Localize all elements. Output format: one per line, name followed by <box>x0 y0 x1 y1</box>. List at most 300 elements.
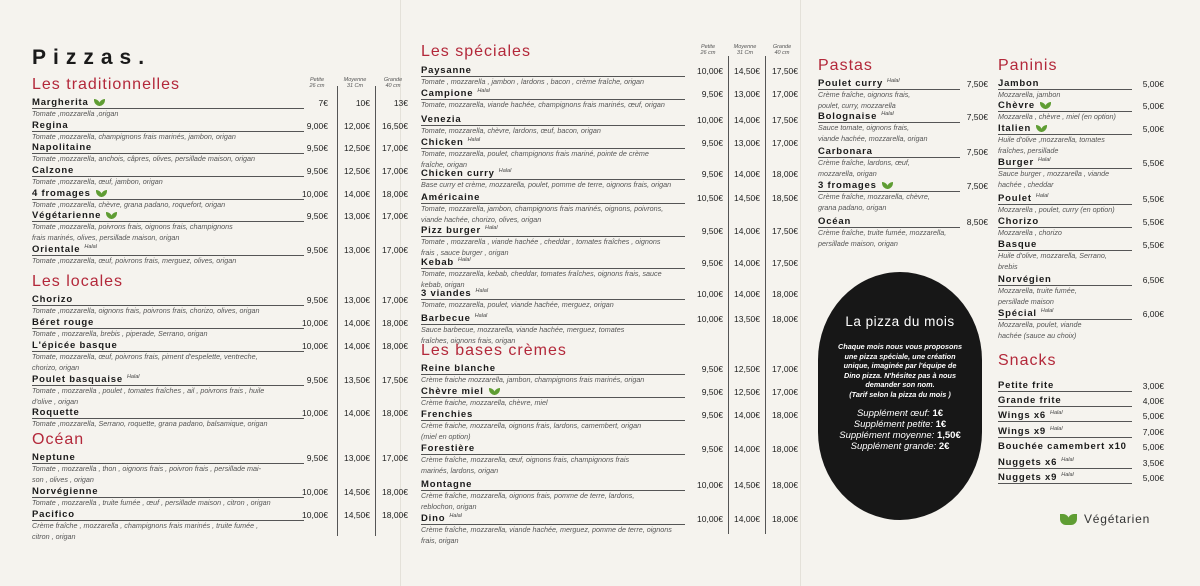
item-description <box>32 352 314 373</box>
size-cm: 40 cm <box>774 50 790 56</box>
halal-label: Halal <box>1037 157 1051 163</box>
description-line: viande hachée, mozzarella, origan <box>818 133 928 143</box>
item-description <box>998 169 1138 190</box>
price-moyenne: 13,50€ <box>734 314 760 324</box>
item-description <box>421 180 695 191</box>
price-petite: 10,00€ <box>302 510 328 520</box>
description-line: d'olive , origan <box>32 396 79 406</box>
item-name <box>421 65 472 76</box>
item-name <box>32 210 117 221</box>
price: 7,50€ <box>966 181 988 191</box>
item-name-text: Américaine <box>421 192 481 203</box>
pizza-du-mois-description <box>826 342 974 399</box>
price: 8,50€ <box>966 217 988 227</box>
item-name <box>32 120 68 131</box>
price-moyenne: 14,00€ <box>734 410 760 420</box>
item-description <box>32 306 314 317</box>
item-name-text: Carbonara <box>818 146 873 157</box>
item-name-text: Campione <box>421 88 474 100</box>
item-name <box>998 157 1051 168</box>
price-petite: 9,50€ <box>306 375 328 385</box>
price-petite: 9,50€ <box>701 169 723 179</box>
item-description <box>32 386 314 407</box>
price: 6,00€ <box>1142 309 1164 319</box>
description-line: Tomate ,mozzarella, champignons frais marinés, jambon, origan <box>32 132 236 141</box>
description-line: Mozzarella , poulet, curry (en option) <box>998 205 1115 214</box>
description-line: frais, origan <box>421 535 459 545</box>
description-line: Base curry et crème, mozzarella, poulet, pomme de terre, oignons frais, origan <box>421 180 672 189</box>
leaf-icon <box>1040 102 1051 109</box>
price-grande: 17,00€ <box>382 166 408 176</box>
item-name-text: Poulet basquaise <box>32 374 123 386</box>
item-name-text: Frenchies <box>421 409 474 420</box>
price-petite: 10,00€ <box>697 514 723 524</box>
description-line: Crème fraîche , mozzarella , champignons frais marinés , truite fumée , <box>32 521 259 530</box>
item-description <box>818 123 968 144</box>
price-petite: 10,00€ <box>697 66 723 76</box>
item-name-text: Neptune <box>32 452 76 463</box>
price-grande: 18,00€ <box>772 514 798 524</box>
item-description <box>421 375 695 386</box>
item-description <box>421 149 695 170</box>
description-line: chorizo, origan <box>32 362 80 372</box>
item-description <box>818 90 968 111</box>
price: 7,50€ <box>966 79 988 89</box>
size-name: Petite <box>309 77 325 83</box>
item-name <box>32 188 107 199</box>
item-description <box>421 100 695 111</box>
item-name <box>32 340 118 351</box>
price-petite: 9,50€ <box>306 211 328 221</box>
price-moyenne: 14,00€ <box>344 341 370 351</box>
description-line: Tomate ,mozzarella, œuf, jambon, origan <box>32 177 163 186</box>
size-header-grande <box>378 77 408 89</box>
item-description <box>998 286 1138 307</box>
size-header-grande <box>767 44 797 56</box>
size-cm: 26 cm <box>700 50 716 56</box>
item-name-text: Chèvre miel <box>421 386 484 397</box>
item-description <box>32 132 314 143</box>
price-moyenne: 10€ <box>355 98 370 108</box>
item-name <box>32 374 139 385</box>
item-underline <box>998 421 1132 422</box>
item-description <box>421 455 695 476</box>
price-grande: 17,50€ <box>772 226 798 236</box>
description-line: fraîche, origan <box>421 159 467 169</box>
size-cm: 40 cm <box>385 83 401 89</box>
item-name <box>32 97 105 108</box>
item-name <box>32 294 73 305</box>
supplement-row <box>818 408 982 419</box>
price-grande: 17,00€ <box>382 211 408 221</box>
item-description <box>32 256 314 267</box>
item-description <box>421 77 695 88</box>
item-description <box>32 419 314 430</box>
price-grande: 17,00€ <box>382 245 408 255</box>
description-line: Dino pizza. N'hésitez pas à nous <box>843 370 957 380</box>
description-line: Tomate , mozzarella , jambon , lardons , bacon , crème fraîche, origan <box>421 77 645 86</box>
item-name-text: Spécial <box>998 308 1037 320</box>
description-line: Mozzarella, jambon <box>998 90 1061 99</box>
description-line: Crème fraiche, mozzarella, chèvre, miel <box>421 398 548 407</box>
price-moyenne: 14,50€ <box>734 193 760 203</box>
price-petite: 10,00€ <box>697 115 723 125</box>
item-name-text: Roquette <box>32 407 80 418</box>
size-header-petite <box>302 77 332 89</box>
price-moyenne: 14,00€ <box>734 444 760 454</box>
item-name <box>32 317 94 328</box>
description-line: Tomate , mozzarella , poulet , tomates fraîches , ail , poivrons frais , huile <box>32 386 265 395</box>
item-name <box>421 386 500 397</box>
price: 3,00€ <box>1142 381 1164 391</box>
description-line: Tomate, mozzarella, kebab, cheddar, tomates fraîches, oignons frais, sauce <box>421 269 662 278</box>
size-cm: 31 Cm <box>736 50 754 56</box>
item-name-text: Chorizo <box>32 294 73 305</box>
price-moyenne: 14,00€ <box>344 189 370 199</box>
item-name <box>421 313 487 324</box>
item-name <box>421 513 462 524</box>
description-line: Tomate, mozzarella, poulet, viande hachée, merguez, origan <box>421 300 614 309</box>
item-description <box>32 154 314 165</box>
item-name <box>32 142 92 153</box>
item-name-text: Chicken <box>421 137 464 149</box>
size-name: Moyenne <box>733 44 757 50</box>
description-line: poulet, curry, mozzarella <box>818 100 896 110</box>
section-title-paninis: Paninis <box>998 57 1058 74</box>
item-name-text: Reine blanche <box>421 363 496 374</box>
description-line: grana padano, origan <box>818 202 887 212</box>
size-name: Grande <box>383 77 403 83</box>
price-grande: 17,00€ <box>382 143 408 153</box>
item-name-text: Poulet curry <box>818 78 884 90</box>
price-petite: 10,00€ <box>697 314 723 324</box>
item-description <box>32 329 314 340</box>
item-description <box>421 421 695 442</box>
price-petite: 9,50€ <box>701 364 723 374</box>
price-petite: 9,50€ <box>306 143 328 153</box>
item-name-text: Chorizo <box>998 216 1039 227</box>
item-name-text: Chèvre <box>998 100 1036 111</box>
item-name-text: Margherita <box>32 97 89 108</box>
price-grande: 18,00€ <box>772 289 798 299</box>
halal-label: Halal <box>1050 410 1063 416</box>
item-name <box>998 308 1053 319</box>
halal-label: Halal <box>1050 426 1063 432</box>
item-name-text: Dino <box>421 513 446 525</box>
size-cm: 31 Cm <box>346 83 364 89</box>
item-description <box>998 205 1138 216</box>
item-name-text: Norvégienne <box>32 486 99 497</box>
size-name: Grande <box>772 44 792 50</box>
item-name-text: Nuggets x9 <box>998 472 1058 484</box>
description-line: frais marinés, olives, persillade maison, origan <box>32 232 180 242</box>
item-name <box>421 88 490 99</box>
price-grande: 18,00€ <box>382 341 408 351</box>
price-petite: 10,00€ <box>302 408 328 418</box>
description-line: Crème fraîche, mozzarella, œuf, oignons frais, champignons frais <box>421 455 630 464</box>
item-name <box>32 244 97 255</box>
leaf-icon <box>96 190 107 197</box>
item-name <box>421 479 472 490</box>
price-moyenne: 14,50€ <box>734 480 760 490</box>
column-divider <box>337 86 338 536</box>
description-line: Crème fraîche, mozzarella, oignons frais, pomme de terre, lardons, <box>421 491 635 500</box>
price-petite: 9,50€ <box>306 295 328 305</box>
price-moyenne: 14,00€ <box>344 318 370 328</box>
description-line: Mozzarella, poulet, viande <box>998 320 1082 329</box>
vegetarian-legend <box>1060 512 1150 526</box>
description-line: Crème fraîche, lardons, œuf, <box>818 158 910 167</box>
price-petite: 9,50€ <box>701 138 723 148</box>
item-name-text: 4 fromages <box>32 188 91 199</box>
halal-label: Halal <box>467 137 481 143</box>
item-name-text: Kebab <box>421 257 455 269</box>
price-petite: 9,50€ <box>701 444 723 454</box>
description-line: fraîches, oignons frais, origan <box>421 335 516 345</box>
description-line: Huile d'olive, mozzarella, Serrano, <box>998 251 1107 260</box>
column-divider <box>375 86 376 536</box>
price-petite: 10,50€ <box>697 193 723 203</box>
item-name <box>998 457 1074 468</box>
item-name-text: Montagne <box>421 479 473 490</box>
price-petite: 7€ <box>318 98 328 108</box>
item-name-text: 3 fromages <box>818 180 877 191</box>
description-line: Tomate , mozzarella, brebis , piperade, Serrano, origan <box>32 329 208 338</box>
price-moyenne: 14,00€ <box>734 115 760 125</box>
price: 7,50€ <box>966 147 988 157</box>
description-line: frais , sauce burger , origan <box>421 247 509 257</box>
item-name <box>998 426 1063 437</box>
item-name <box>998 274 1052 285</box>
description-line: (miel en option) <box>421 431 471 441</box>
price-grande: 17,00€ <box>772 387 798 397</box>
price: 5,00€ <box>1142 79 1164 89</box>
item-underline <box>998 468 1132 469</box>
price: 4,00€ <box>1142 396 1164 406</box>
price: 5,00€ <box>1142 101 1164 111</box>
supplement-label: Supplément œuf: <box>856 408 933 419</box>
price-petite: 9,50€ <box>306 166 328 176</box>
item-name <box>998 78 1039 89</box>
price-grande: 18,00€ <box>382 408 408 418</box>
price-grande: 18,00€ <box>772 444 798 454</box>
item-name <box>421 168 511 179</box>
price-moyenne: 14,00€ <box>734 258 760 268</box>
supplement-label: Supplément grande: <box>850 441 939 452</box>
halal-label: Halal <box>449 513 462 519</box>
halal-label: Halal <box>1061 472 1074 478</box>
page-title: Pizzas. <box>32 46 152 69</box>
description-line: viande hachée, chorizo, olives, origan <box>421 214 542 224</box>
description-line: marinés, lardons, origan <box>421 465 499 475</box>
section-title-snacks: Snacks <box>998 352 1057 369</box>
item-name-text: Petite frite <box>998 380 1055 391</box>
supplement-price: 1,50€ <box>936 430 961 441</box>
item-name-text: Océan <box>818 216 852 227</box>
description-line: Crème fraîche, truite fumée, mozzarella, <box>818 228 947 237</box>
item-name-text: Végétarienne <box>32 210 102 221</box>
price-moyenne: 14,00€ <box>734 289 760 299</box>
leaf-icon <box>106 212 117 219</box>
item-name <box>421 225 498 236</box>
leaf-icon <box>489 388 500 395</box>
price-petite: 9,50€ <box>701 258 723 268</box>
item-name <box>421 443 475 454</box>
price: 5,50€ <box>1142 240 1164 250</box>
item-underline <box>998 483 1132 484</box>
item-name-text: Burger <box>998 157 1034 169</box>
price: 5,50€ <box>1142 158 1164 168</box>
price-petite: 10,00€ <box>697 289 723 299</box>
price-grande: 17,00€ <box>382 295 408 305</box>
item-name <box>32 165 74 176</box>
item-description <box>998 251 1138 272</box>
item-name-text: Napolitaine <box>32 142 93 153</box>
description-line: Tomate ,mozzarella, oignons frais, poivrons frais, chorizo, olives, origan <box>32 306 260 315</box>
description-line: Tomate ,mozzarella, œuf, poivrons frais, merguez, olives, origan <box>32 256 237 265</box>
size-header-moyenne <box>730 44 760 56</box>
description-line: Tomate, mozzarella, œuf, poivrons frais, piment d'espelette, ventreche, <box>32 352 258 361</box>
item-name <box>998 100 1051 111</box>
description-line: citron , origan <box>32 531 76 541</box>
item-description <box>421 300 695 311</box>
description-line: Tomate, mozzarella, viande hachée, champignons frais marinés, œuf, origan <box>421 100 665 109</box>
pizza-du-mois-title: La pizza du mois <box>845 314 955 329</box>
item-name-text: L'épicée basque <box>32 340 118 351</box>
price-moyenne: 13,00€ <box>344 211 370 221</box>
item-name <box>818 78 900 89</box>
price: 5,00€ <box>1142 473 1164 483</box>
section-title-ocean: Océan <box>32 431 85 448</box>
halal-label: Halal <box>498 168 512 174</box>
item-description <box>32 521 314 542</box>
price-moyenne: 14,50€ <box>344 510 370 520</box>
item-description <box>32 177 314 188</box>
price-petite: 10,00€ <box>302 341 328 351</box>
size-name: Moyenne <box>343 77 367 83</box>
leaf-icon <box>94 99 105 106</box>
item-description <box>998 320 1138 341</box>
description-line: persillade maison, origan <box>818 238 898 248</box>
item-description <box>818 228 968 249</box>
item-description <box>32 222 314 243</box>
item-name-text: Jambon <box>998 78 1040 89</box>
description-line: Crème fraîche, oignons frais, <box>818 90 911 99</box>
item-name <box>32 486 98 497</box>
section-title-speciales: Les spéciales <box>421 43 531 60</box>
description-line: Tomate, mozzarella, jambon, champignons frais marinés, oignons, poivrons, <box>421 204 664 213</box>
item-name <box>998 472 1074 483</box>
price-grande: 18,00€ <box>772 169 798 179</box>
description-line: Tomate, mozzarella, poulet, champignons frais mariné, pointe de crème <box>421 149 649 158</box>
price: 5,00€ <box>1142 411 1164 421</box>
halal-label: Halal <box>1061 457 1074 463</box>
item-name-text: Regina <box>32 120 69 131</box>
price-moyenne: 13,00€ <box>734 89 760 99</box>
halal-label: Halal <box>474 313 488 319</box>
price-grande: 18,00€ <box>772 314 798 324</box>
price-moyenne: 14,00€ <box>734 226 760 236</box>
price-grande: 16,50€ <box>382 121 408 131</box>
item-name-text: 3 viandes <box>421 288 472 300</box>
price-moyenne: 14,00€ <box>344 408 370 418</box>
price-moyenne: 13,00€ <box>344 245 370 255</box>
supplement-label: Supplément petite: <box>853 419 936 430</box>
item-description <box>32 498 314 509</box>
section-title-traditionnelles: Les traditionnelles <box>32 76 180 93</box>
item-description <box>818 158 968 179</box>
price-grande: 18,00€ <box>382 487 408 497</box>
description-line: Sauce burger , mozzarella , viande <box>998 169 1110 178</box>
item-description <box>998 90 1138 101</box>
price: 7,50€ <box>966 112 988 122</box>
description-line: unique, imaginée par l'équipe de <box>843 361 957 370</box>
description-line: Tomate , mozzarella , viande hachée , cheddar , tomates fraîches , oignons <box>421 237 661 246</box>
item-name <box>998 216 1039 227</box>
item-name <box>998 123 1047 134</box>
price-moyenne: 14,50€ <box>344 487 370 497</box>
halal-label: Halal <box>1040 308 1054 314</box>
item-name-text: Italien <box>998 123 1032 134</box>
price-grande: 13€ <box>393 98 408 108</box>
item-underline <box>998 406 1132 407</box>
item-name <box>421 363 496 374</box>
description-line: Mozzarella , chorizo <box>998 228 1062 237</box>
price-moyenne: 13,50€ <box>344 375 370 385</box>
item-description <box>421 126 695 137</box>
price-grande: 18,00€ <box>772 410 798 420</box>
price-grande: 18,00€ <box>382 510 408 520</box>
price-petite: 10,00€ <box>697 480 723 490</box>
supplement-row <box>818 441 982 452</box>
supplement-row <box>818 430 982 441</box>
item-name <box>32 509 75 520</box>
price-petite: 9,50€ <box>701 89 723 99</box>
item-name <box>818 111 894 122</box>
item-name-text: Wings x6 <box>998 410 1047 422</box>
leaf-icon <box>1036 125 1047 132</box>
size-name: Petite <box>700 44 716 50</box>
item-name <box>998 410 1063 421</box>
item-name-text: Pacifico <box>32 509 75 520</box>
price-moyenne: 13,00€ <box>344 295 370 305</box>
halal-label: Halal <box>887 78 900 84</box>
item-name <box>421 192 480 203</box>
item-description <box>998 135 1138 156</box>
description-line: brebis <box>998 261 1018 271</box>
item-name-text: Forestière <box>421 443 475 454</box>
price-grande: 17,50€ <box>772 258 798 268</box>
item-name-text: Béret rouge <box>32 317 95 328</box>
size-cm: 26 cm <box>309 83 325 89</box>
price-moyenne: 13,00€ <box>734 138 760 148</box>
price-petite: 9,50€ <box>701 387 723 397</box>
item-description <box>998 228 1138 239</box>
item-description <box>32 109 314 120</box>
price: 5,50€ <box>1142 194 1164 204</box>
price-grande: 17,50€ <box>772 115 798 125</box>
description-line: Mozzarella, truite fumée, <box>998 286 1077 295</box>
item-description <box>421 398 695 409</box>
size-header-moyenne <box>340 77 370 89</box>
item-name-text: Chicken curry <box>421 168 495 180</box>
item-name-text: Nuggets x6 <box>998 457 1058 469</box>
price-grande: 18,00€ <box>382 318 408 328</box>
description-line: Crème fraiche mozzarella, jambon, champignons frais marinés, origan <box>421 375 645 384</box>
halal-label: Halal <box>1035 193 1049 199</box>
description-line: Crème fraiche, mozzarella, oignons frais, lardons, camembert, origan <box>421 421 642 430</box>
item-name <box>421 114 461 125</box>
